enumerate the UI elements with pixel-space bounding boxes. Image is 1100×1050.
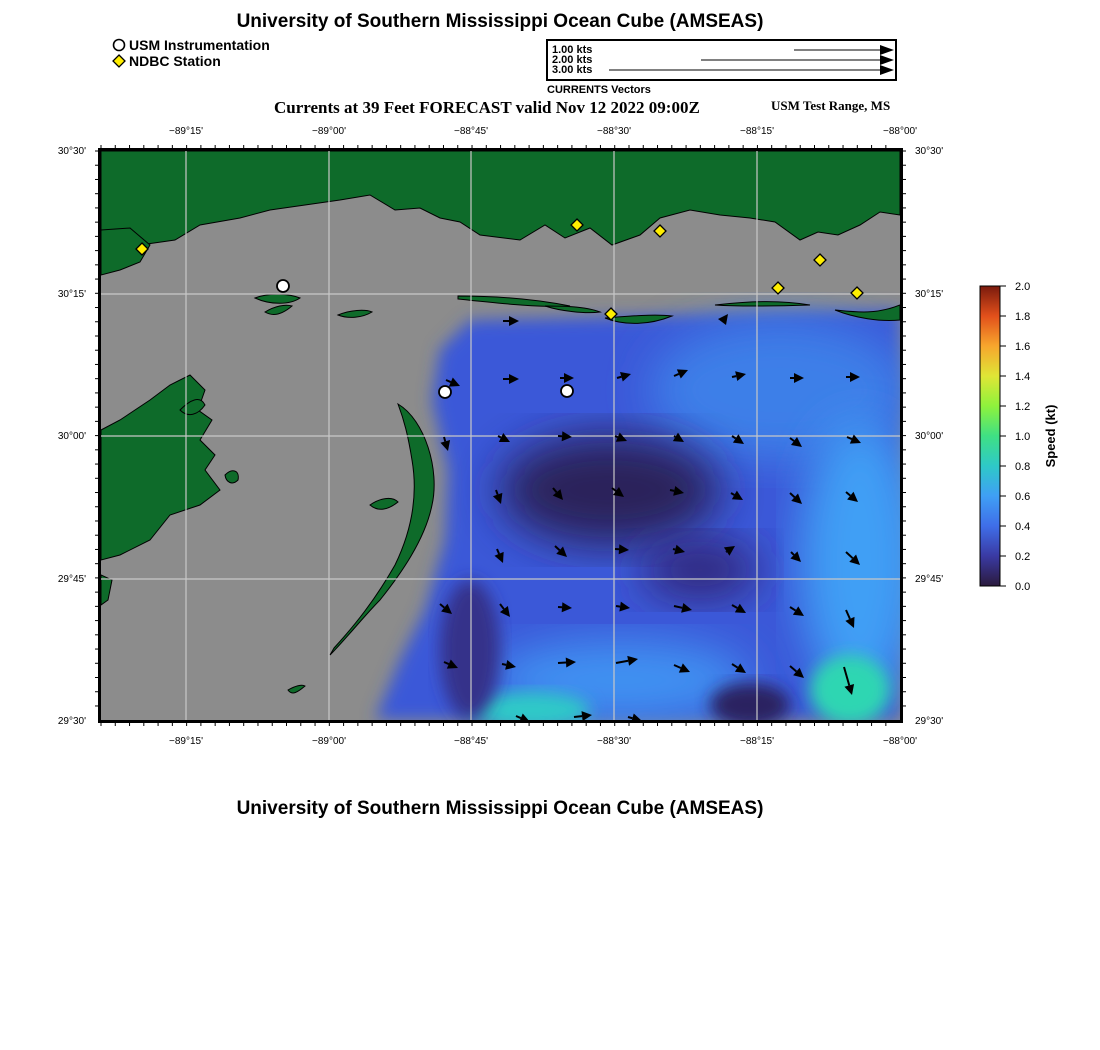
colorbar-tick-label: 1.8 (1015, 311, 1031, 323)
lon-labels-top (169, 126, 917, 137)
legend-ndbc-label: NDBC Station (129, 53, 221, 69)
lon-label: −88°00' (883, 126, 917, 137)
colorbar-tick-label: 1.2 (1015, 401, 1031, 413)
lat-labels-right (915, 146, 943, 727)
lon-label: −88°00' (883, 736, 917, 747)
lon-label: −88°30' (597, 736, 631, 747)
lon-label: −88°45' (454, 736, 488, 747)
usm-station-marker[interactable] (277, 280, 289, 292)
lat-label: 30°00' (915, 431, 944, 442)
lat-label: 30°30' (915, 146, 944, 157)
map-title-top: University of Southern Mississippi Ocean Cube (AMSEAS) (236, 11, 764, 32)
vector-key-label-2: 2.00 kts (552, 54, 593, 66)
lon-label: −88°15' (740, 736, 774, 747)
map-title-bottom: University of Southern Mississippi Ocean Cube (AMSEAS) (236, 798, 764, 819)
lat-label: 30°00' (57, 431, 86, 442)
lon-label: −89°00' (312, 126, 346, 137)
lon-label: −88°15' (740, 126, 774, 137)
colorbar-tick-label: 0.6 (1015, 491, 1031, 503)
lon-labels-bottom (169, 736, 917, 747)
lon-label: −89°15' (169, 126, 203, 137)
lon-label: −88°45' (454, 126, 488, 137)
vector-key-caption: CURRENTS Vectors (547, 84, 651, 96)
map-area (101, 151, 920, 728)
lat-label: 29°45' (915, 574, 944, 585)
lon-label: −89°00' (312, 736, 346, 747)
colorbar-tick-label: 2.0 (1015, 281, 1031, 293)
colorbar-title: Speed (kt) (1043, 404, 1058, 468)
speed-field (375, 310, 920, 728)
lat-label: 29°30' (915, 716, 944, 727)
lon-label: −89°15' (169, 736, 203, 747)
usm-station-marker[interactable] (439, 386, 451, 398)
colorbar-tick-label: 0.0 (1015, 581, 1031, 593)
colorbar-gradient (980, 286, 1000, 586)
lat-label: 29°30' (57, 716, 86, 727)
lat-label: 30°15' (57, 289, 86, 300)
usm-station-marker[interactable] (561, 385, 573, 397)
range-label: USM Test Range, MS (771, 98, 891, 113)
lat-label: 30°15' (915, 289, 944, 300)
colorbar-tick-label: 1.6 (1015, 341, 1031, 353)
lat-label: 29°45' (57, 574, 86, 585)
colorbar-tick-label: 1.0 (1015, 431, 1031, 443)
colorbar-tick-label: 1.4 (1015, 371, 1031, 383)
speed-colorbar (980, 281, 1058, 593)
vector-key-label-3: 3.00 kts (552, 64, 593, 76)
colorbar-tick-label: 0.4 (1015, 521, 1031, 533)
lat-labels-left (58, 146, 86, 727)
legend-usm-label: USM Instrumentation (129, 37, 270, 53)
colorbar-tick-label: 0.8 (1015, 461, 1031, 473)
colorbar-tick-label: 0.2 (1015, 551, 1031, 563)
lon-label: −88°30' (597, 126, 631, 137)
vector-key-label-1: 1.00 kts (552, 44, 593, 56)
map-subtitle: Currents at 39 Feet FORECAST valid Nov 12 2022 09:00Z (274, 98, 700, 117)
lat-label: 30°30' (57, 146, 86, 157)
